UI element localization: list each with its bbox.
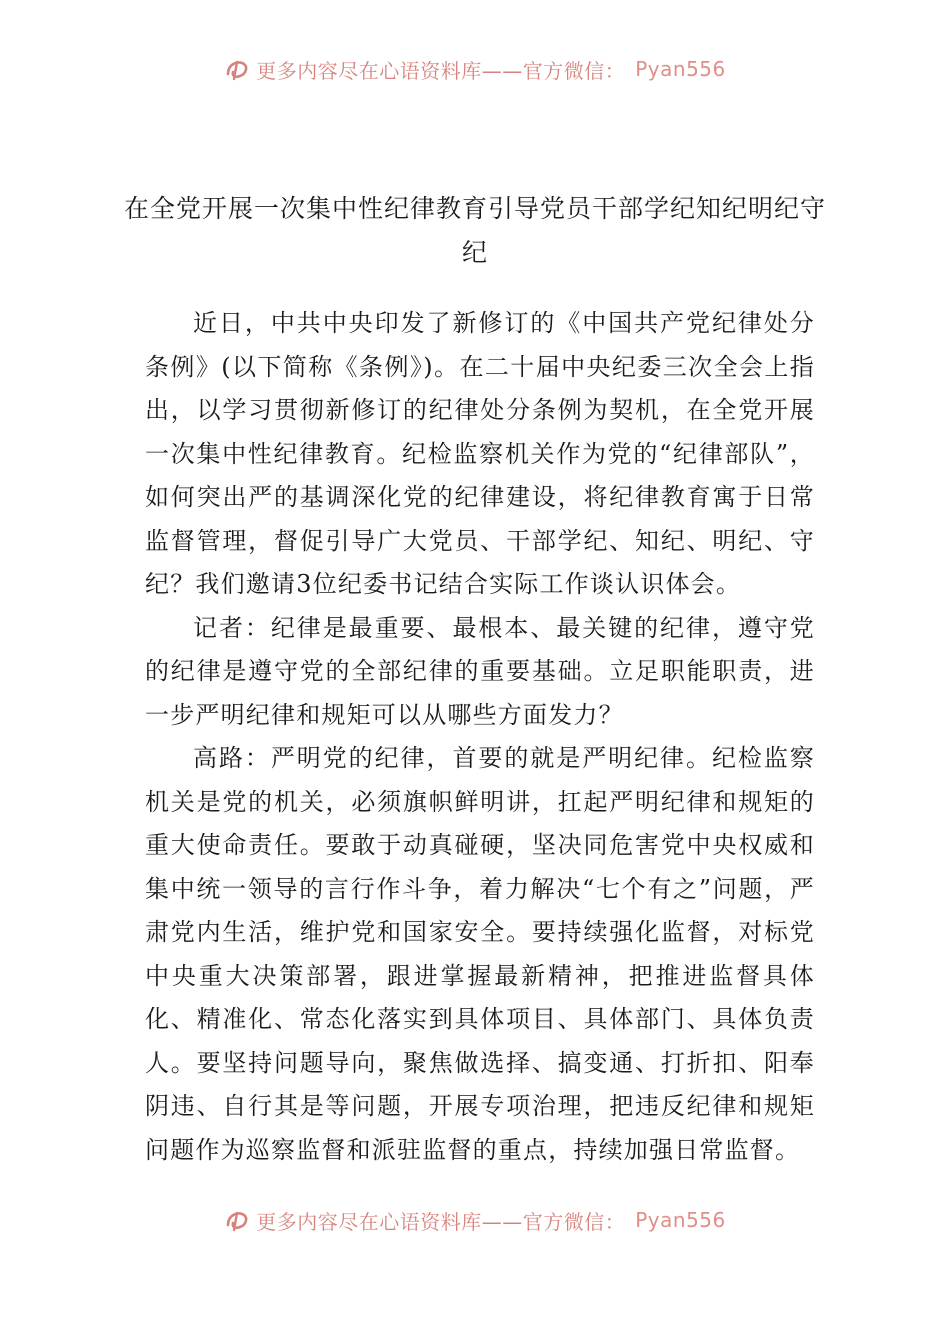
header-banner-wechat-id: Pyan556 [635, 57, 726, 81]
document-body [145, 302, 815, 1172]
body-paragraph-answer: 高路：严明党的纪律，首要的就是严明纪律。纪检监察机关是党的机关，必须旗帜鲜明讲，扛起严明纪律和规矩的重大使命责任。要敢于动真碰硬，坚决同危害党中央权威和集中统一领导的言行作斗争，着力解决“七个有之”问题，严肃党内生活，维护党和国家安全。要持续强化监督，对标党中央重大决策部署，跟进掌握最新精神，把推进监督具体化、精准化、常态化落实到具体项目、具体部门、具体负责人。要坚持问题导向，聚焦做选择、搞变通、打折扣、阳奉阴违、自行其是等问题，开展专项治理，把违反纪律和规矩问题作为巡察监督和派驻监督的重点，持续加强日常监督。 [145, 744, 815, 1164]
footer-banner-wechat-id: Pyan556 [635, 1208, 726, 1232]
footer-banner-text: 更多内容尽在心语资料库——官方微信： [256, 1209, 626, 1234]
header-banner-text: 更多内容尽在心语资料库——官方微信： [256, 58, 626, 83]
header-watermark-banner [0, 52, 950, 86]
footer-watermark-banner [0, 1203, 950, 1237]
document-title: 在全党开展一次集中性纪律教育引导党员干部学纪知纪明纪守纪 [123, 193, 826, 267]
brand-logo-icon [224, 1207, 250, 1233]
brand-logo-icon [224, 56, 250, 82]
body-paragraph-intro: 近日，中共中央印发了新修订的《中国共产党纪律处分条例》(以下简称《条例》)。在二十届中央纪委三次全会上指出，以学习贯彻新修订的纪律处分条例为契机，在全党开展一次集中性纪律教育。纪检监察机关作为党的“纪律部队”，如何突出严的基调深化党的纪律建设，将纪律教育寓于日常监督管理，督促引导广大党员、干部学纪、知纪、明纪、守纪？我们邀请3位纪委书记结合实际工作谈认识体会。 [145, 309, 815, 598]
body-paragraph-question: 记者：纪律是最重要、最根本、最关键的纪律，遵守党的纪律是遵守党的全部纪律的重要基础。立足职能职责，进一步严明纪律和规矩可以从哪些方面发力？ [145, 613, 815, 729]
